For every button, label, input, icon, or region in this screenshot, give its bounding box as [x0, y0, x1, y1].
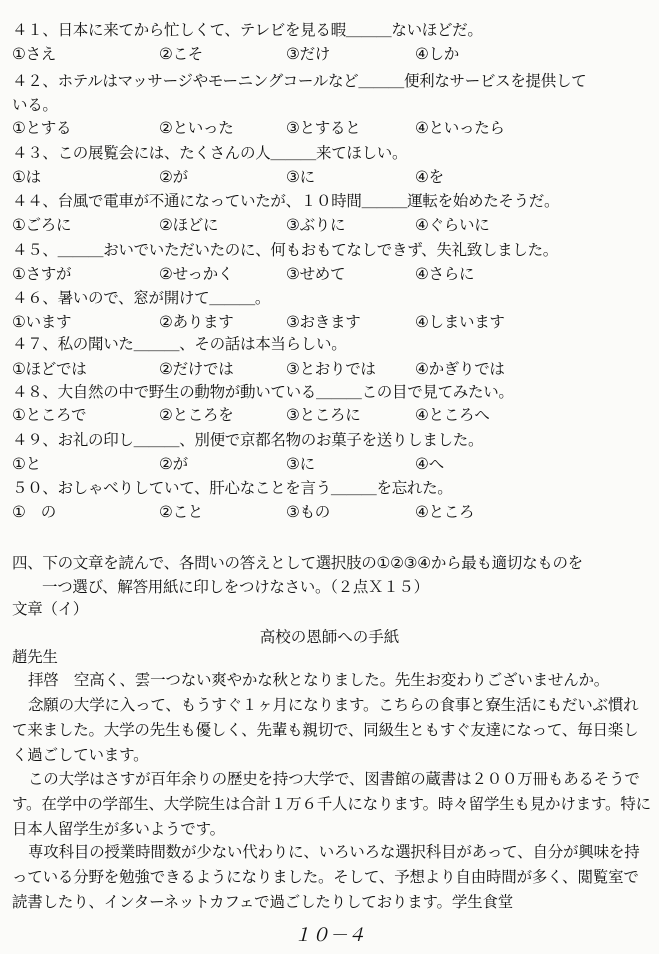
letter-paragraph: 念願の大学に入って、もうすぐ１ヶ月になります。こちらの食事と寮生活にもだいぶ慣れて来ました。大学の先生も優しく、先輩も親切で、同級生ともすぐ友達になって、毎日楽しく過ごしています。 [12, 696, 639, 764]
option-3: ③ぶりに [286, 216, 346, 234]
letter-title: 高校の恩師への手紙 [259, 628, 400, 646]
option-2: ②ほどに [159, 216, 219, 234]
question-42-stem: ４２、ホテルはマッサージやモーニングコールなど＿＿＿便利なサービスを提供して [12, 72, 587, 90]
option-4: ④ぐらいに [415, 216, 490, 234]
option-2: ②こそ [159, 45, 203, 63]
option-2: ②が [159, 455, 188, 473]
question-48-stem: ４８、大自然の中で野生の動物が動いている＿＿＿この目で見てみたい。 [12, 383, 514, 401]
question-41-stem: ４１、日本に来てから忙しくて、テレビを見る暇＿＿＿ないほどだ。 [12, 21, 483, 39]
letter-paragraph: 専攻科目の授業時間数が少ない代わりに、いろいろな選択科目があって、自分が興味を持っている分野を勉強できるようになりました。そして、予想より自由時間が多く、閲覧室で読書したり、インターネットカフェで過ごしたりしております。学生食堂 [12, 843, 640, 911]
option-2: ②ところを [159, 406, 234, 424]
question-45-stem: ４５、＿＿＿おいでいただいたのに、何もおもてなしできず、失礼致しました。 [12, 241, 558, 259]
option-2: ②が [159, 168, 188, 186]
option-4: ④といったら [415, 119, 505, 137]
question-43-stem: ４３、この展覧会には、たくさんの人＿＿＿来てほしい。 [12, 144, 408, 162]
question-44-stem: ４４、台風で電車が不通になっていたが、１０時間＿＿＿運転を始めたそうだ。 [12, 192, 560, 210]
option-1: ①は [12, 168, 41, 186]
question-46-stem: ４６、暑いので、窓が開けて＿＿＿。 [12, 289, 271, 307]
option-1: ①さすが [12, 265, 72, 283]
option-1: ① の [12, 503, 56, 521]
option-1: ①さえ [12, 45, 56, 63]
option-4: ④を [415, 168, 444, 186]
option-1: ①ほどでは [12, 360, 87, 378]
option-1: ①と [12, 455, 41, 473]
option-4: ④しか [415, 45, 459, 63]
option-2: ②といった [159, 119, 234, 137]
option-2: ②こと [159, 503, 203, 521]
option-3: ③おきます [286, 313, 361, 331]
option-3: ③に [286, 168, 315, 186]
letter-paragraph: この大学はさすが百年余りの歴史を持つ大学で、図書館の蔵書は２００万冊もあるそうです。在学中の学部生、大学院生は合計１万６千人になります。時々留学生も見かけます。特に日本人留学生が多いようです。 [12, 770, 651, 838]
option-4: ④ところ [415, 503, 475, 521]
section-instruction: 四、下の文章を読んで、各問いの答えとして選択肢の①②③④から最も適切なものを [12, 554, 583, 572]
option-3: ③だけ [286, 45, 330, 63]
option-2: ②せっかく [159, 265, 234, 283]
option-4: ④へ [415, 455, 444, 473]
option-1: ①ごろに [12, 216, 72, 234]
option-3: ③とすると [286, 119, 361, 137]
option-4: ④さらに [415, 265, 475, 283]
section-instruction-cont: 一つ選び、解答用紙に印しをつけなさい。（２点Ｘ１５） [42, 578, 429, 596]
option-2: ②あります [159, 313, 234, 331]
question-47-stem: ４７、私の聞いた＿＿＿、その話は本当らしい。 [12, 335, 347, 353]
passage-label: 文章（イ） [12, 600, 89, 618]
option-1: ①います [12, 313, 72, 331]
option-4: ④ところへ [415, 406, 490, 424]
option-3: ③ところに [286, 406, 361, 424]
option-1: ①とする [12, 119, 72, 137]
letter-recipient: 趙先生 [12, 648, 58, 666]
option-4: ④しまいます [415, 313, 505, 331]
option-1: ①ところで [12, 406, 87, 424]
page-number: １０－４ [293, 925, 366, 946]
option-4: ④かぎりでは [415, 360, 505, 378]
option-3: ③に [286, 455, 315, 473]
option-2: ②だけでは [159, 360, 234, 378]
letter-paragraph: 拝啓 空高く、雲一つない爽やかな秋となりました。先生お変わりございませんか。 [28, 671, 610, 689]
question-49-stem: ４９、お礼の印し＿＿＿、別便で京都名物のお菓子を送りしました。 [12, 431, 484, 449]
option-3: ③とおりでは [286, 360, 376, 378]
option-3: ③せめて [286, 265, 346, 283]
question-50-stem: ５０、おしゃべりしていて、肝心なことを言う＿＿＿を忘れた。 [12, 479, 453, 497]
question-42-continuation: いる。 [12, 96, 58, 114]
option-3: ③もの [286, 503, 330, 521]
